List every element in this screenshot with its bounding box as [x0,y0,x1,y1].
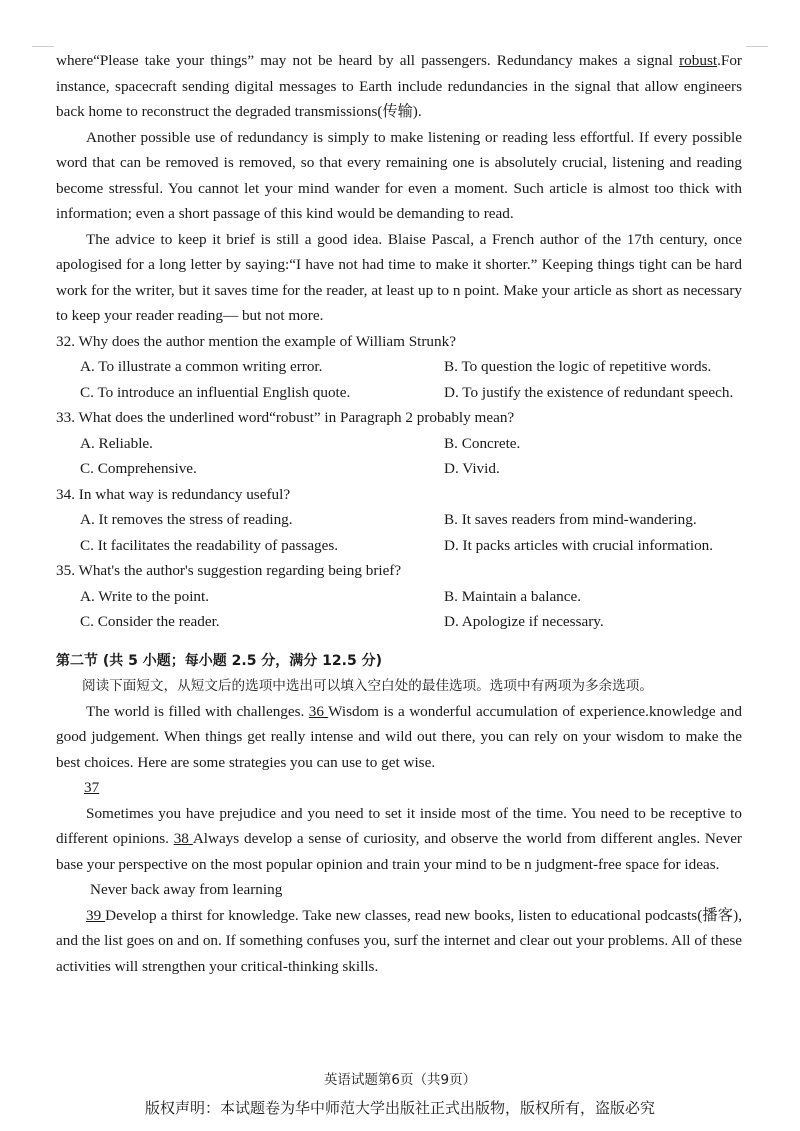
question-34 [56,482,742,559]
passage-paragraph-1: The world is filled with challenges. 36 Wisdom is a wonderful accumulation of experience.knowledge and good judgement. When things get really intense and wild out there, you can rely on your wisdom to make the best choices. Here are some strategies you can use to get wise. [56,702,742,771]
option-c[interactable]: C. It facilitates the readability of passages. [80,536,339,554]
blank-37[interactable]: 37 [84,779,100,796]
option-a[interactable]: A. To illustrate a common writing error. [80,358,323,375]
paragraph-advice-brief: The advice to keep it brief is still a good idea. Blaise Pascal, a French author of the 17th century, once apologised for a long letter by saying:“I have not had time to make it shorter.” Keeping things tight can be hard work for the writer, but it saves time for the reader, at least up to n point. Make your article as short as necessary to keep your reader reading— but not more. [56,230,742,324]
question-options [56,584,742,635]
question-stem: 32. Why does the author mention the example of William Strunk? [56,332,456,350]
option-b[interactable]: B. Maintain a balance. [444,587,582,605]
blank-36[interactable]: 36 [308,702,329,720]
option-c[interactable]: C. Comprehensive. [80,460,197,477]
page-number-footer: 英语试题第6页（共9页） [323,1072,477,1088]
blank-39[interactable]: 39 [86,906,106,924]
question-stem: 35. What's the author's suggestion regarding being brief? [56,562,402,579]
option-d[interactable]: D. Apologize if necessary. [444,613,604,630]
copyright-notice: 版权声明：本试题卷为华中师范大学出版社正式出版物，版权所有，盗版必究 [144,1099,655,1117]
blank-38[interactable]: 38 [173,830,193,847]
option-d[interactable]: D. Vivid. [444,460,500,477]
option-d[interactable]: D. It packs articles with crucial information. [444,536,714,554]
option-b[interactable]: B. To question the logic of repetitive words. [444,358,712,375]
question-33 [56,405,742,482]
underlined-word-robust: robust [679,52,718,69]
passage-paragraph-3: 39 Develop a thirst for knowledge. Take new classes, read new books, listen to educational podcasts(播客), and the list goes on and on. If something confuses you, surf the internet and clear out your problems. All of these activities will strengthen your critical-thinking skills. [56,906,743,975]
blank-37-line [56,775,742,801]
option-a[interactable]: A. It removes the stress of reading. [80,511,293,528]
question-options [56,431,742,482]
option-a[interactable]: A. Write to the point. [80,587,210,605]
passage-paragraph-2: Sometimes you have prejudice and you need to set it inside most of the time. You need to be receptive to different opinions. 38 Always develop a sense of curiosity, and observe the world from different angles. Never base your perspective on the most popular opinion and train your mind to be n judgment-free space for ideas. [56,804,742,873]
question-options [56,354,742,405]
section-2-instructions: 阅读下面短文，从短文后的选项中选出可以填入空白处的最佳选项。选项中有两项为多余选项。 [82,677,653,694]
option-c[interactable]: C. To introduce an influential English quote. [80,383,351,401]
crop-mark-left [32,46,54,47]
question-35 [56,558,742,635]
question-stem: 33. What does the underlined word“robust” in Paragraph 2 probably mean? [56,409,515,426]
passage-heading: Never back away from learning [90,881,283,898]
page-content [56,48,742,979]
section-2-title: 第二节 (共 5 小题；每小题 2.5 分，满分 12.5 分) [56,652,382,669]
question-stem: 34. In what way is redundancy useful? [56,485,291,503]
option-a[interactable]: A. Reliable. [80,434,153,452]
option-b[interactable]: B. Concrete. [444,434,521,452]
question-32 [56,329,742,406]
question-options [56,507,742,558]
paragraph-redundancy-effort: Another possible use of redundancy is simply to make listening or reading less effortful. If every possible word that can be removed is removed, so that every remaining one is absolutely crucial, listening and reading become stressful. You cannot let your mind wander for even a moment. Such article is almost too thick with information; even a short passage of this kind would be demanding to read. [56,128,742,222]
option-b[interactable]: B. It saves readers from mind-wandering. [444,511,697,528]
option-d[interactable]: D. To justify the existence of redundant speech. [444,383,734,401]
option-c[interactable]: C. Consider the reader. [80,613,220,630]
crop-mark-right [746,46,768,47]
paragraph-redundancy-signal: where“Please take your things” may not be heard by all passengers. Redundancy makes a signal robust.For instance, spacecraft sending digital messages to Earth include redundancies in the signal that allow engineers back home to reconstruct the degraded transmissions(传输). [56,52,742,120]
